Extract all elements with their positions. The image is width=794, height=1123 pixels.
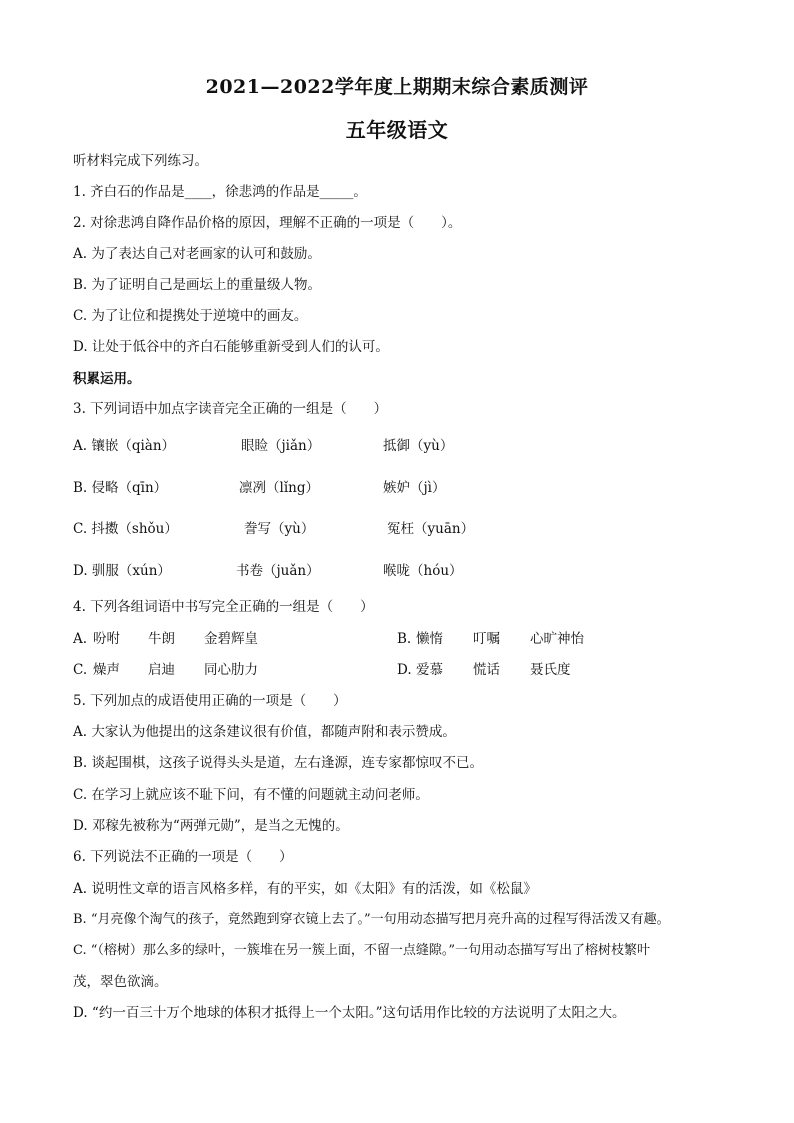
q4-b-w1: 懒惰 bbox=[416, 631, 443, 647]
q3-d-3: 喉咙（hóu） bbox=[383, 563, 463, 579]
q4-d-w2: 慌话 bbox=[473, 662, 500, 678]
q5-option-b: B. 谈起围棋，这孩子说得头头是道，左右逢源，连专家都惊叹不已。 bbox=[73, 755, 484, 771]
q3-a-3: 抵御（yù） bbox=[383, 438, 454, 454]
q4-c-w3: 同心肋力 bbox=[204, 662, 258, 678]
q6-option-c: C. “（榕树）那么多的绿叶，一簇堆在另一簇上面，不留一点缝隙。”一句用动态描写写出了榕树枝繁叶 bbox=[73, 943, 651, 958]
q6-option-b: B. “月亮像个淘气的孩子，竟然跑到穿衣镜上去了。”一句用动态描写把月亮升高的过程写得活泼又有趣。 bbox=[73, 912, 670, 927]
q2-option-c: C. 为了让位和提携处于逆境中的画友。 bbox=[73, 308, 308, 324]
q4-a-w2: 牛朗 bbox=[148, 631, 175, 647]
q5-option-a: A. 大家认为他提出的这条建议很有价值，都随声附和表示赞成。 bbox=[73, 724, 456, 740]
section-heading: 积累运用。 bbox=[73, 371, 141, 387]
q6-option-a: A. 说明性文章的语言风格多样，有的平实，如《太阳》有的活泼，如《松鼠》 bbox=[73, 881, 537, 897]
q4-c-label: C. bbox=[73, 662, 88, 678]
q4-b-label: B. bbox=[397, 631, 412, 647]
q2-option-d: D. 让处于低谷中的齐白石能够重新受到人们的认可。 bbox=[73, 339, 389, 355]
q3-c-3: 冤枉（yuān） bbox=[387, 521, 475, 537]
q3-d-2: 书卷（juǎn） bbox=[236, 563, 320, 579]
question-3: 3. 下列词语中加点字读音完全正确的一组是（ ） bbox=[73, 401, 388, 417]
q4-b-w3: 心旷神怡 bbox=[530, 631, 584, 647]
q4-a-label: A. bbox=[73, 631, 88, 647]
q2-option-b: B. 为了证明自己是画坛上的重量级人物。 bbox=[73, 277, 322, 293]
q4-c-w1: 燥声 bbox=[93, 662, 120, 678]
q5-option-c: C. 在学习上就应该不耻下问，有不懂的问题就主动问老师。 bbox=[73, 787, 429, 803]
q3-c-2: 誊写（yù） bbox=[244, 521, 315, 537]
question-6: 6. 下列说法不正确的一项是（ ） bbox=[73, 849, 293, 865]
question-2: 2. 对徐悲鸿自降作品价格的原因，理解不正确的一项是（ ）。 bbox=[73, 215, 462, 231]
q3-b-3: 嫉妒（jì） bbox=[383, 480, 446, 496]
exam-title: 2021—2022学年度上期期末综合素质测评 bbox=[205, 76, 589, 98]
listening-intro: 听材料完成下列练习。 bbox=[73, 153, 208, 169]
q4-c-w2: 启迪 bbox=[148, 662, 175, 678]
question-5: 5. 下列加点的成语使用正确的一项是（ ） bbox=[73, 693, 347, 709]
q4-d-label: D. bbox=[397, 662, 412, 678]
q3-c-1: C. 抖擞（shǒu） bbox=[73, 521, 178, 537]
question-4: 4. 下列各组词语中书写完全正确的一组是（ ） bbox=[73, 599, 374, 615]
q4-b-w2: 叮嘱 bbox=[473, 631, 500, 647]
q6-option-d: D. “约一百三十万个地球的体积才抵得上一个太阳。”这句话用作比较的方法说明了太阳之大。 bbox=[73, 1005, 626, 1021]
q3-a-1: A. 镶嵌（qiàn） bbox=[73, 438, 176, 454]
question-1: 1. 齐白石的作品是____，徐悲鸿的作品是_____。 bbox=[73, 184, 367, 200]
q3-d-1: D. 驯服（xún） bbox=[73, 563, 171, 579]
q2-option-a: A. 为了表达自己对老画家的认可和鼓励。 bbox=[73, 246, 321, 262]
q5-option-d: D. 邓稼先被称为“两弹元勋”，是当之无愧的。 bbox=[73, 818, 349, 834]
q6-option-c-continued: 茂，翠色欲滴。 bbox=[73, 974, 168, 990]
q3-a-2: 眼睑（jiǎn） bbox=[241, 438, 321, 454]
q3-b-1: B. 侵略（qīn） bbox=[73, 480, 168, 496]
q4-d-w3: 聂氏度 bbox=[530, 662, 571, 678]
q4-d-w1: 爱慕 bbox=[416, 662, 443, 678]
exam-subtitle: 五年级语文 bbox=[345, 118, 449, 142]
q3-b-2: 凛冽（lǐng） bbox=[239, 480, 319, 496]
q4-a-w1: 吩咐 bbox=[93, 631, 120, 647]
q4-a-w3: 金碧辉皇 bbox=[204, 631, 258, 647]
